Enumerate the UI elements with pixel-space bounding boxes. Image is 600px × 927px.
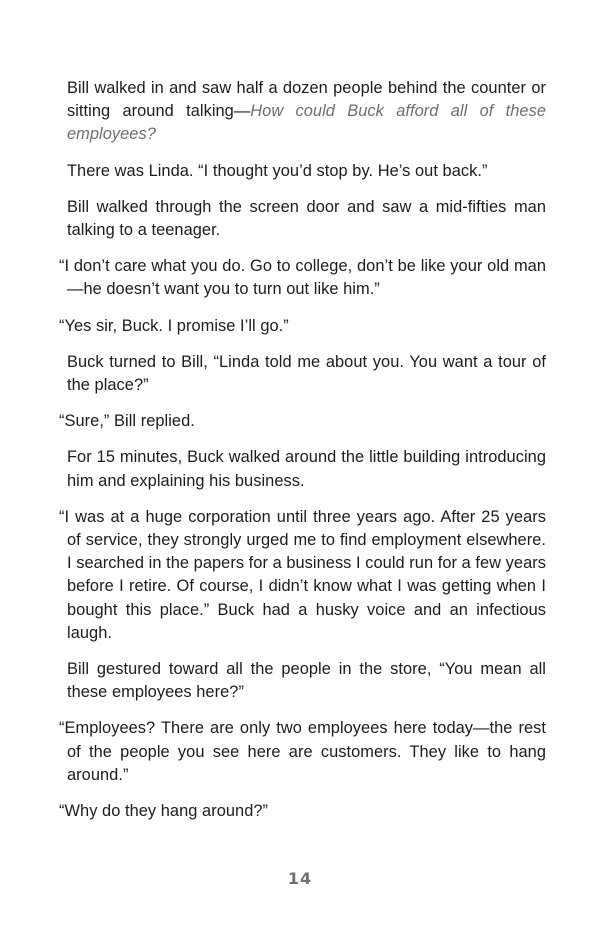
- paragraph-4-dialogue: “I don’t care what you do. Go to college, don’t be like your old man—he doesn’t want you to turn out like him.”: [59, 257, 546, 299]
- paragraph-7-dialogue: “Sure,” Bill replied.: [59, 412, 195, 431]
- page-number: 14: [287, 869, 313, 888]
- paragraph-8: For 15 minutes, Buck walked around the little building introducing him and explaining his business.: [67, 448, 546, 490]
- paragraph-1-italic-thought: How could Buck afford all of these employees?: [67, 102, 546, 144]
- paragraph-6: Buck turned to Bill, “Linda told me about you. You want a tour of the place?”: [67, 352, 546, 395]
- paragraph-11-dialogue: “Employees? There are only two employees here today—the rest of the people you see here are customers. They like to hang around.”: [59, 719, 546, 784]
- page-body-text: [59, 77, 546, 836]
- paragraph-3: Bill walked through the screen door and saw a mid-fifties man talking to a teenager.: [67, 197, 546, 240]
- paragraph-1: [67, 77, 546, 147]
- paragraph-1-text: Bill walked in and saw half a dozen people behind the counter or sitting around talking—: [67, 79, 546, 121]
- paragraph-10: Bill gestured toward all the people in the store, “You mean all these employees here?”: [67, 660, 546, 702]
- paragraph-12-dialogue: “Why do they hang around?”: [59, 802, 269, 821]
- paragraph-2: There was Linda. “I thought you’d stop by. He’s out back.”: [67, 161, 488, 180]
- paragraph-5-dialogue: “Yes sir, Buck. I promise I’ll go.”: [59, 316, 289, 335]
- paragraph-9-dialogue: “I was at a huge corporation until three years ago. After 25 years of service, they strongly urged me to find employment elsewhere. I searched in the papers for a business I could run for a few years before I retire. Of course, I didn’t know what I was getting when I bought this place.” Buck had a husky voice and an infectious laugh.: [59, 507, 546, 642]
